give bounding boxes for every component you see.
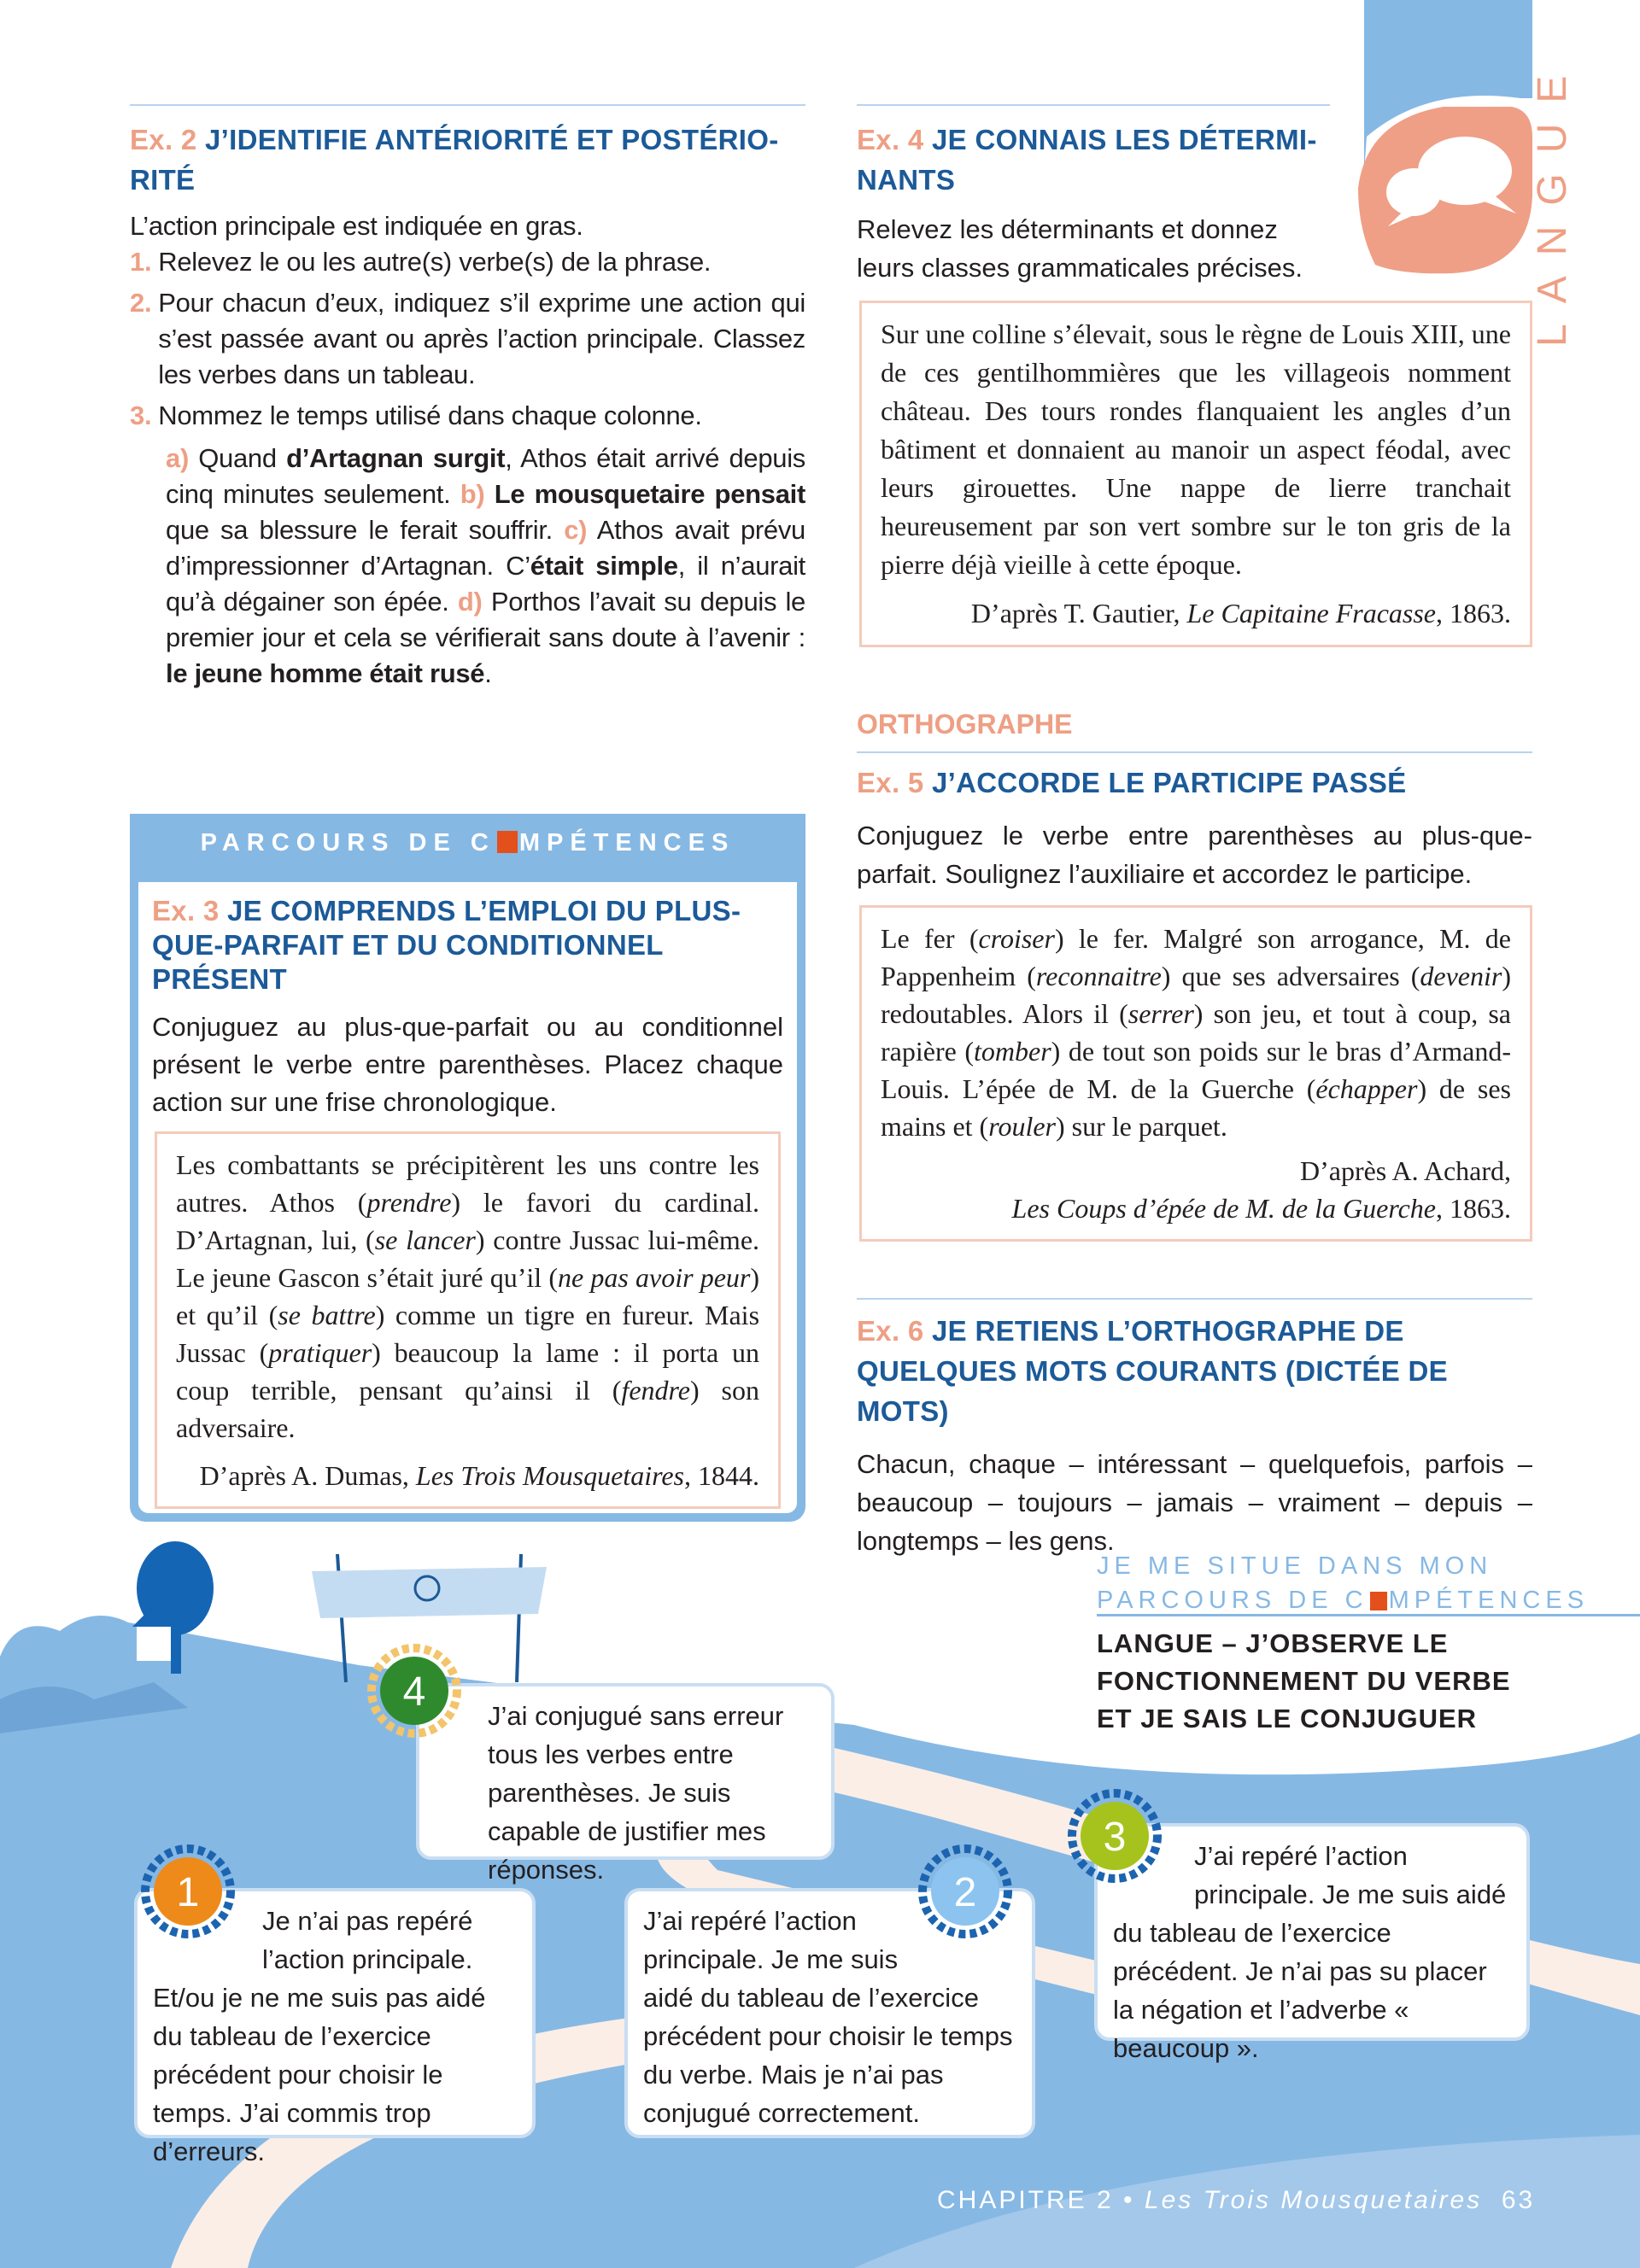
- ex5-instruction: Conjuguez le verbe entre parenthèses au plus-que-parfait. Soulignez l’auxiliaire et accordez le participe.: [857, 821, 1532, 889]
- situe-title: LANGUE – J’OBSERVE LE FONCTIONNEMENT DU VERBE ET JE SAIS LE CONJUGUER: [1097, 1628, 1511, 1733]
- source: D’après T. Gautier, Le Capitaine Fracasse, 1863.: [970, 598, 1511, 628]
- level-card-3: J’ai repéré l’action principale. Je me suis aidé du tableau de l’exercice précédent. Je n’ai pas su placer la négation et l’adverbe « beaucoup ».: [1094, 1823, 1530, 2041]
- list-item: 2. Pour chacun d’eux, indiquez s’il exprime une action qui s’est passée avant ou après l’action principale. Classez les verbes dans un tableau.: [130, 288, 805, 389]
- ex2-section: [130, 120, 805, 692]
- svg-text:1: 1: [176, 1870, 200, 1915]
- divider: [857, 751, 1532, 753]
- page-number: 63: [1501, 2186, 1536, 2214]
- speech-bubbles-icon: [1358, 85, 1538, 282]
- orange-square-icon: [497, 831, 518, 853]
- source: D’après A. Dumas, Les Trois Mousquetaires, 1844.: [199, 1460, 759, 1491]
- svg-text:2: 2: [953, 1870, 977, 1915]
- ex5-section: [857, 763, 1532, 1242]
- competences-title: PARCOURS DE C MPÉTENCES: [200, 829, 735, 856]
- ex5-heading: Ex. 5 J’ACCORDE LE PARTICIPE PASSÉ: [857, 767, 1407, 798]
- ex-number: Ex. 2: [130, 124, 197, 155]
- competences-panel: [130, 814, 805, 1522]
- ex4-instruction: Relevez les déterminants et donnez leurs classes grammaticales précises.: [857, 214, 1303, 283]
- ex2-sentences: a) Quand d’Artagnan surgit, Athos était arrivé depuis cinq minutes seulement. b) Le mousquetaire pensait que sa blessure le ferait souffrir. c) Athos avait prévu d’impressionner d’Artagnan. C’était simple, il n’aurait qu’à dégainer son épée. d) Porthos l’avait su depuis le premier jour et cela se vérifierait sans doute à l’avenir : le jeune homme était rusé.: [166, 443, 806, 688]
- ex4-passage: Sur une colline s’élevait, sous le règne de Louis XIII, une de ces gentilhommières que les villageois nomment château. Des tours rondes flanquaient les angles d’un bâtiment et donnaient au manoir un aspect féodal, avec leurs girouettes. Une nappe de lierre tranchait heureusement par son vert sombre sur le ton gris de la pierre déjà vieille à cette époque. D’après T. Gautier, Le Capitaine Fracasse, 1863.: [859, 301, 1532, 647]
- medal-2-icon: [918, 1844, 1012, 1947]
- section-label: ORTHOGRAPHE: [857, 709, 1073, 739]
- ex2-heading: [130, 120, 805, 200]
- divider: [857, 1298, 1532, 1300]
- page-footer: CHAPITRE 2 • Les Trois Mousquetaires 63: [937, 2186, 1536, 2214]
- ex3-heading: Ex. 3 JE COMPRENDS L’EMPLOI DU PLUS-QUE-PARFAIT ET DU CONDITIONNEL PRÉSENT: [152, 895, 741, 995]
- side-tab-label: LANGUE: [1530, 55, 1575, 347]
- svg-text:3: 3: [1103, 1815, 1127, 1860]
- divider: [1097, 1614, 1640, 1616]
- ex3-instruction: Conjuguez au plus-que-parfait ou au conditionnel présent le verbe entre parenthèses. Placez chaque action sur une frise chronologique.: [152, 1012, 783, 1117]
- situe-heading: JE ME SITUE DANS MON PARCOURS DE C MPÉTENCES: [1097, 1552, 1590, 1614]
- medal-3-icon: [1068, 1789, 1162, 1891]
- ex2-intro: L’action principale est indiquée en gras.: [130, 211, 583, 241]
- source: D’après A. Achard, Les Coups d’épée de M. de la Guerche, 1863.: [1011, 1155, 1511, 1224]
- ex-title: J’IDENTIFIE ANTÉRIORITÉ ET POSTÉRIO-RITÉ: [130, 124, 779, 196]
- list-item: 3. Nommez le temps utilisé dans chaque colonne.: [130, 400, 702, 430]
- ex3-passage: Les combattants se précipitèrent les uns contre les autres. Athos (prendre) le favori du cardinal. D’Artagnan, lui, (se lancer) contre Jussac lui-même. Le jeune Gascon s’était juré qu’il (ne pas avoir peur) et qu’il (se battre) comme un tigre en fureur. Mais Jussac (pratiquer) beaucoup la lame : il porta un coup terrible, pensant qu’ainsi il (fendre) son adversaire. D’après A. Dumas, Les Trois Mousquetaires, 1844.: [155, 1131, 781, 1509]
- ex4-heading: Ex. 4 JE CONNAIS LES DÉTERMI-NANTS: [857, 124, 1317, 196]
- divider: [130, 104, 805, 106]
- svg-text:4: 4: [402, 1669, 426, 1715]
- ex5-passage: Le fer (croiser) le fer. Malgré son arrogance, M. de Pappenheim (reconnaitre) que ses adversaires (devenir) redoutables. Alors il (serrer) son jeu, et tout à coup, sa rapière (tomber) de tout son poids sur le bras d’Armand-Louis. L’épée de M. de la Guerche (échapper) de ses mains et (rouler) sur le parquet. D’après A. Achard, Les Coups d’épée de M. de la Guerche, 1863.: [859, 905, 1532, 1242]
- ex6-section: [857, 1311, 1532, 1560]
- medal-4-icon: [367, 1644, 461, 1746]
- medal-1-icon: [141, 1844, 235, 1947]
- orange-square-icon: [1370, 1592, 1387, 1610]
- ex6-heading: Ex. 6 JE RETIENS L’ORTHOGRAPHE DE QUELQUES MOTS COURANTS (DICTÉE DE MOTS): [857, 1315, 1448, 1427]
- divider: [857, 104, 1330, 106]
- ex4-section: [857, 120, 1335, 287]
- level-card-1: Je n’ai pas repéré l’action principale. Et/ou je ne me suis pas aidé du tableau de l’exercice précédent pour choisir le temps. J’ai commis trop d’erreurs.: [134, 1888, 536, 2138]
- level-card-4: J’ai conjugué sans erreur tous les verbes entre parenthèses. Je suis capable de justifier mes réponses.: [416, 1683, 835, 1860]
- level-card-2: J’ai repéré l’action principale. Je me suis aidé du tableau de l’exercice précédent pour choisir le temps du verbe. Mais je n’ai pas conjugué correctement.: [624, 1888, 1035, 2138]
- list-item: 1. Relevez le ou les autre(s) verbe(s) de la phrase.: [130, 247, 712, 277]
- ex6-words: Chacun, chaque – intéressant – quelquefois, parfois – beaucoup – toujours – jamais – vraiment – depuis – longtemps – les gens.: [857, 1449, 1532, 1556]
